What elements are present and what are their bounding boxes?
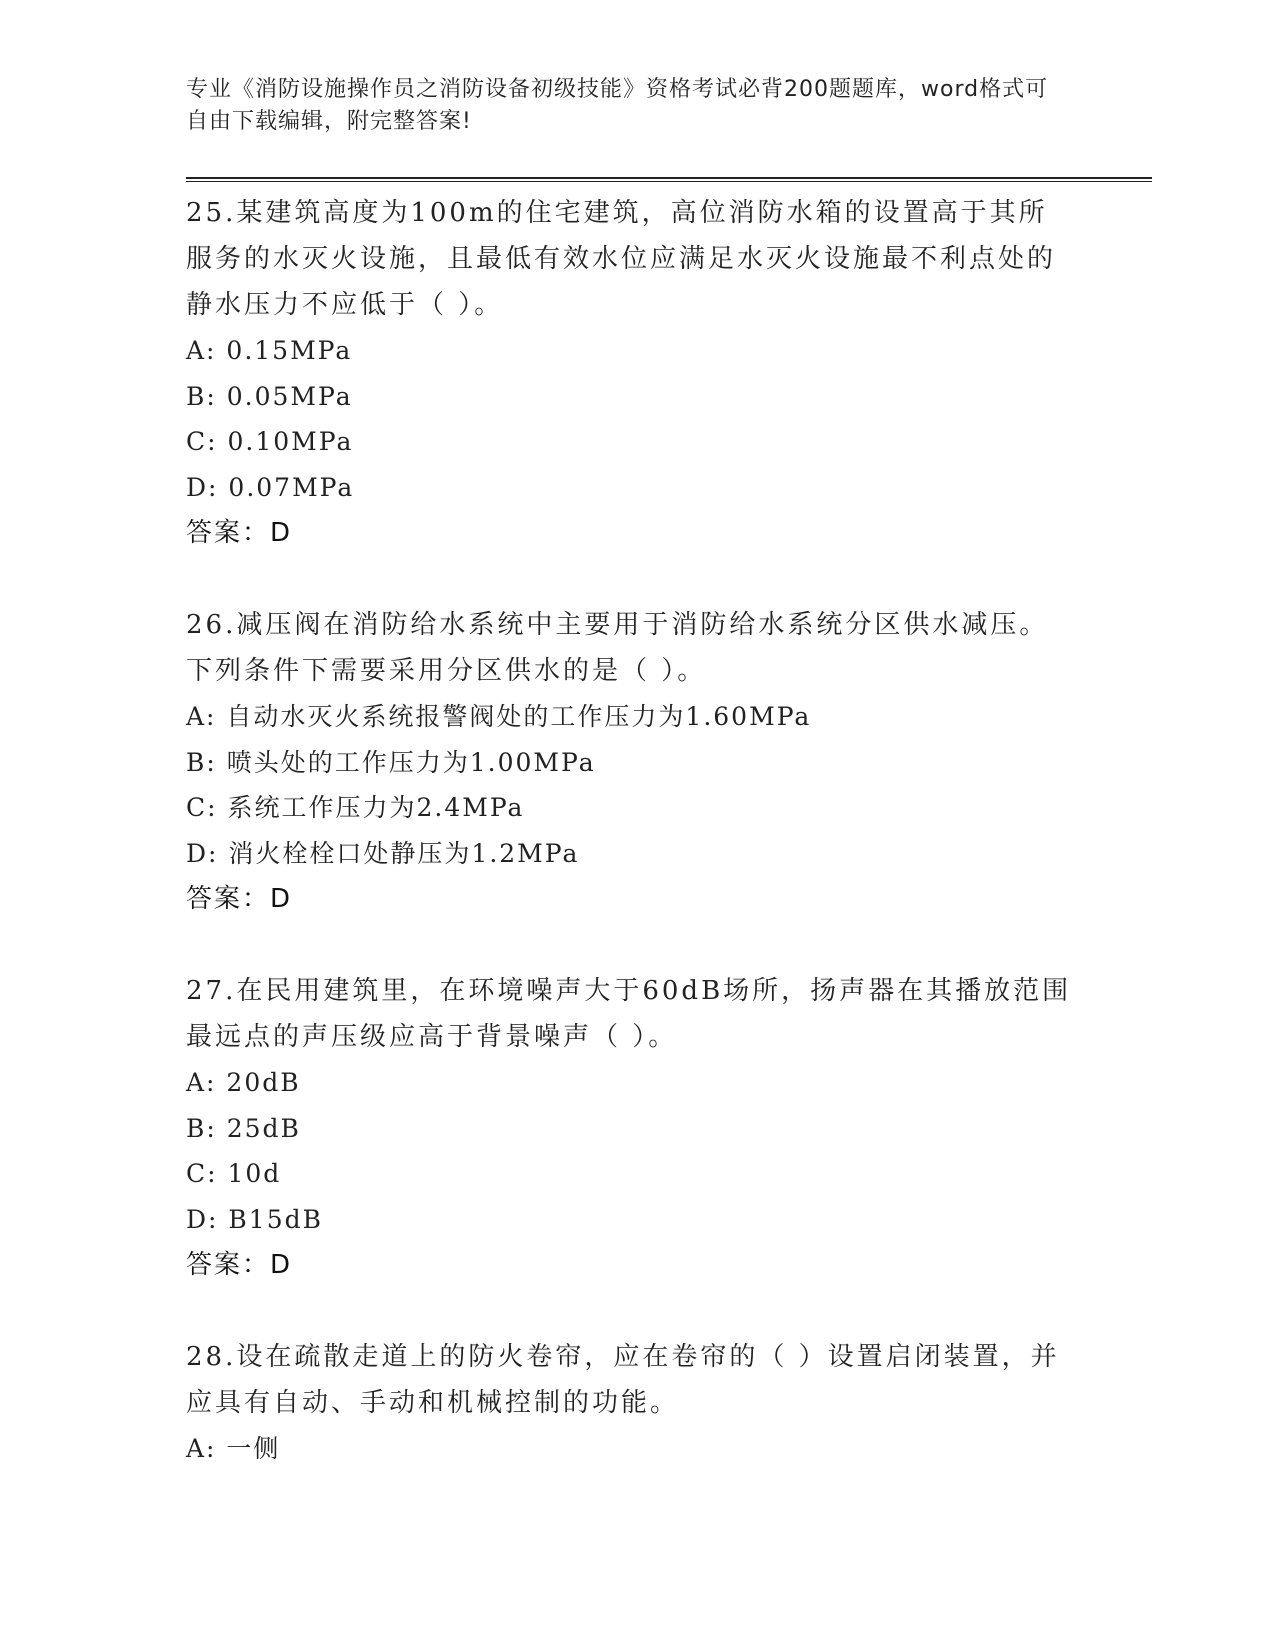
option-c: C: 系统工作压力为2.4MPa <box>186 793 525 822</box>
option-b: B: 0.05MPa <box>186 381 353 411</box>
question-25 <box>186 190 1076 556</box>
answer-line: 答案：D <box>186 518 293 548</box>
option-a: A: 一侧 <box>186 1434 281 1463</box>
question-list <box>186 190 1076 1472</box>
option-c: C: 10d <box>186 1159 282 1188</box>
question-stem: 25.某建筑高度为100m的住宅建筑，高位消防水箱的设置高于其所服务的水灭火设施，且最低有效水位应满足水灭火设施最不利点处的静水压力不应低于（ ）。 <box>186 198 1057 320</box>
question-stem: 26.减压阀在消防给水系统中主要用于消防给水系统分区供水减压。下列条件下需要采用分区供水的是（ ）。 <box>186 610 1049 686</box>
option-c: C: 0.10MPa <box>186 427 354 456</box>
option-d: D: B15dB <box>186 1204 323 1234</box>
document-header: 专业《消防设施操作员之消防设备初级技能》资格考试必背200题题库，word格式可自由下载编辑，附完整答案! <box>186 77 1049 134</box>
question-27 <box>186 968 1076 1288</box>
question-stem: 27.在民用建筑里，在环境噪声大于60dB场所，扬声器在其播放范围最远点的声压级应高于背景噪声（ ）。 <box>186 976 1072 1052</box>
option-a: A: 0.15MPa <box>186 336 353 365</box>
option-a: A: 20dB <box>186 1068 301 1097</box>
header-divider <box>186 177 1152 182</box>
answer-line: 答案：D <box>186 1250 293 1280</box>
option-b: B: 喷头处的工作压力为1.00MPa <box>186 747 596 777</box>
option-d: D: 消火栓栓口处静压为1.2MPa <box>186 838 580 868</box>
option-a: A: 自动水灭火系统报警阀处的工作压力为1.60MPa <box>186 702 812 731</box>
answer-line: 答案：D <box>186 884 293 914</box>
question-stem: 28.设在疏散走道上的防火卷帘，应在卷帘的（ ）设置启闭装置，并应具有自动、手动和机械控制的功能。 <box>186 1342 1060 1418</box>
question-26 <box>186 602 1076 922</box>
option-d: D: 0.07MPa <box>186 472 355 502</box>
question-28 <box>186 1334 1076 1472</box>
option-b: B: 25dB <box>186 1113 301 1143</box>
